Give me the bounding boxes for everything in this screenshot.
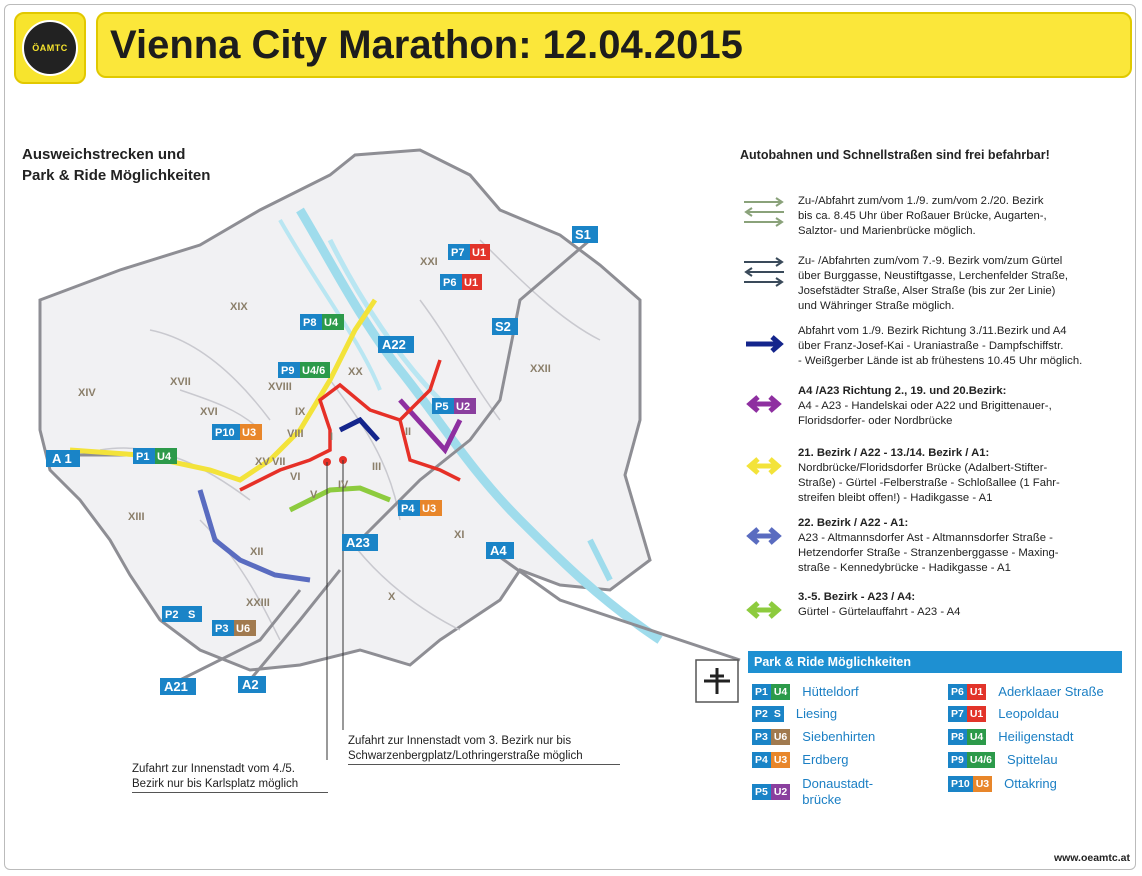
park-ride-item[interactable] [948,752,1142,768]
legend-line: streifen bleibt offen!) - Hadikgasse - A1 [798,492,993,504]
district-label: XIX [230,301,248,313]
legend-line: 22. Bezirk / A22 - A1: [798,517,909,529]
legend-text [798,516,1142,576]
highway-label-a23: A23 [346,535,370,550]
svg-text:P7: P7 [451,247,465,259]
legend-text [798,324,1142,369]
highway-label-a21: A21 [164,679,188,694]
district-label: XVIII [268,381,292,393]
park-ride-item[interactable] [752,706,976,722]
park-ride-name-line1: Leopoldau [998,706,1060,721]
park-ride-name [998,706,1142,722]
park-ride-number: P6 [948,684,967,700]
svg-text:U2: U2 [456,401,471,413]
transit-line-badge: U1 [967,706,986,722]
svg-text:U4/6: U4/6 [302,365,326,377]
park-ride-item[interactable] [948,684,1142,700]
highway-label-a1: A 1 [52,451,72,466]
park-ride-name-line2: brücke [802,792,842,807]
district-label: XXI [420,256,438,268]
legend-arrow-icon [742,592,786,632]
svg-text:P6: P6 [443,277,457,289]
map-subtitle-line2: Park & Ride Möglichkeiten [22,167,211,184]
transit-line-badge: U1 [967,684,986,700]
svg-text:U1: U1 [464,277,479,289]
svg-text:P2: P2 [165,609,179,621]
legend-line: Nordbrücke/Floridsdorfer Brücke (Adalbert-Stifter- [798,462,1048,474]
legend-line: A4 /A23 Richtung 2., 19. und 20.Bezirk: [798,385,1007,397]
legend-line: über Burggasse, Neustiftgasse, Lerchenfelder Straße, [798,270,1069,282]
district-label: VIII [287,428,304,440]
district-label: XII [250,546,264,558]
legend-line: - Weißgerber Lände ist ab frühestens 10.45 Uhr möglich. [798,355,1083,367]
legend-arrow-icon [742,326,786,366]
note-schwarzenbergplatz-line2: Schwarzenbergplatz/Lothringerstraße möglich [348,750,583,762]
svg-text:U4: U4 [324,317,339,329]
svg-text:U3: U3 [422,503,437,515]
park-ride-number: P3 [752,729,771,745]
legend-line: Josefstädter Straße, Alser Straße (bis zur 2er Linie) [798,285,1056,297]
legend-line: A4 - A23 - Handelskai oder A22 und Brigittenauer-, [798,400,1052,412]
park-ride-number: P9 [948,752,967,768]
district-label: III [372,461,382,473]
svg-text:P9: P9 [281,365,295,377]
legend-line: Hetzendorfer Straße - Stranzenberggasse - Maxing- [798,547,1059,559]
district-label: IV [338,479,349,491]
highway-label-s1: S1 [575,227,591,242]
legend-line: 3.-5. Bezirk - A23 / A4: [798,591,916,603]
transit-line-badge: U2 [771,784,790,800]
district-label: XVI [200,406,218,418]
svg-text:P5: P5 [435,401,449,413]
park-ride-header: Park & Ride Möglichkeiten [748,651,1122,673]
legend-line: Gürtel - Gürtelauffahrt - A23 - A4 [798,606,961,618]
note-schwarzenbergplatz-line1: Zufahrt zur Innenstadt vom 3. Bezirk nur bis [348,735,572,747]
legend-text [798,446,1142,506]
legend-arrow-icon [742,386,786,426]
legend-arrow-icon [742,518,786,558]
park-ride-name [1007,752,1142,768]
note-karlsplatz-line2: Bezirk nur bis Karlsplatz möglich [132,778,299,790]
legend-line: Zu- /Abfahrten zum/vom 7.-9. Bezirk vom/zum Gürtel [798,255,1063,267]
map-subtitle-line1: Ausweichstrecken und [22,146,186,163]
district-label: I [330,431,334,443]
park-ride-badge [752,752,790,768]
park-ride-badge [948,706,986,722]
svg-text:S: S [188,609,196,621]
park-ride-number: P2 [752,706,771,722]
park-ride-number: P4 [752,752,771,768]
district-label: II [405,426,412,438]
legend-line: A23 - Altmannsdorfer Ast - Altmannsdorfer Straße - [798,532,1053,544]
legend-line: Abfahrt vom 1./9. Bezirk Richtung 3./11.Bezirk und A4 [798,325,1067,337]
park-ride-number: P8 [948,729,967,745]
park-ride-badge [752,684,790,700]
district-label: XVII [170,376,191,388]
website-link[interactable]: www.oeamtc.at [1053,852,1130,864]
transit-line-badge: U3 [771,752,790,768]
park-ride-item[interactable] [948,729,1142,745]
district-label: XI [454,529,465,541]
svg-text:P8: P8 [303,317,317,329]
park-ride-item[interactable] [948,776,1142,792]
city-area [40,150,650,670]
park-ride-name-line1: Spittelau [1007,752,1058,767]
highway-label-a22: A22 [382,337,406,352]
legend-line: Straße) - Gürtel -Felberstraße - Schloßallee (1 Fahr- [798,477,1060,489]
svg-text:P1: P1 [136,451,150,463]
district-label: XXIII [246,597,270,609]
transit-line-badge: U4 [771,684,790,700]
district-label: VII [272,456,286,468]
svg-text:U3: U3 [242,427,257,439]
svg-text:U6: U6 [236,623,251,635]
transit-line-badge: U4/6 [967,752,995,768]
legend-line: und Währinger Straße möglich. [798,300,955,312]
legend-text [798,384,1142,429]
park-ride-number: P10 [948,776,973,792]
svg-text:P10: P10 [215,427,235,439]
park-ride-badge [948,684,986,700]
legend-arrow-icon [742,256,786,296]
note-karlsplatz-line1: Zufahrt zur Innenstadt vom 4./5. [132,763,295,775]
park-ride-name [998,684,1142,700]
page-title: Vienna City Marathon: 12.04.2015 [110,22,743,67]
park-ride-name-line1: Donaustadt- [802,776,874,791]
park-ride-name [998,729,1142,745]
note-karlsplatz [132,762,328,793]
transit-line-badge: U6 [771,729,790,745]
district-label: X [388,591,396,603]
park-ride-name-line1: Aderklaaer Straße [998,684,1104,699]
logo-text: ÖAMTC [22,20,78,76]
district-label: IX [295,406,306,418]
legend-arrow-icon [742,196,786,236]
legend-text [798,590,1142,620]
district-label: XIV [78,387,96,399]
park-ride-name [1004,776,1142,792]
district-label: XX [348,366,363,378]
highway-label-a4: A4 [490,543,507,558]
svg-text:U1: U1 [472,247,487,259]
legend-line: über Franz-Josef-Kai - Uraniastraße - Dampfschiffstr. [798,340,1064,352]
park-ride-badge [752,706,784,722]
district-label: V [310,489,318,501]
legend-text [798,254,1142,314]
svg-text:U4: U4 [157,451,172,463]
district-label: XXII [530,363,551,375]
district-label: XV [255,456,270,468]
legend-arrow-icon [742,448,786,488]
svg-text:P4: P4 [401,503,415,515]
park-ride-name-line1: Erdberg [802,752,849,767]
transit-line-badge: U4 [967,729,986,745]
park-ride-number: P5 [752,784,771,800]
district-label: XIII [128,511,145,523]
park-ride-badge [948,752,995,768]
highway-label-a2: A2 [242,677,259,692]
transit-line-badge: S [771,706,784,722]
park-ride-badge [948,729,986,745]
legend-line: bis ca. 8.45 Uhr über Roßauer Brücke, Augarten-, [798,210,1047,222]
park-ride-badge [752,784,790,800]
svg-text:P3: P3 [215,623,229,635]
park-ride-name-line1: Siebenhirten [802,729,876,744]
park-ride-number: P7 [948,706,967,722]
district-label: VI [290,471,301,483]
highways-hint: Autobahnen und Schnellstraßen sind frei befahrbar! [740,148,1050,162]
legend-line: Salztor- und Marienbrücke möglich. [798,225,976,237]
park-ride-item[interactable] [948,706,1142,722]
park-ride-name-line1: Heiligenstadt [998,729,1074,744]
legend-line: 21. Bezirk / A22 - 13./14. Bezirk / A1: [798,447,990,459]
legend-text [798,194,1142,239]
park-ride-number: P1 [752,684,771,700]
park-ride-badge [948,776,992,792]
highway-label-s2: S2 [495,319,511,334]
legend-line: straße - Kennedybrücke - Hadikgasse - A1 [798,562,1011,574]
note-schwarzenbergplatz [348,734,620,765]
legend-line: Floridsdorfer- oder Nordbrücke [798,415,953,427]
park-ride-name-line1: Liesing [795,706,838,721]
park-ride-name-line1: Ottakring [1004,776,1057,791]
park-ride-badge [752,729,790,745]
transit-line-badge: U3 [973,776,992,792]
legend-line: Zu-/Abfahrt zum/vom 1./9. zum/vom 2./20. Bezirk [798,195,1044,207]
park-ride-name-line1: Hütteldorf [802,684,859,699]
